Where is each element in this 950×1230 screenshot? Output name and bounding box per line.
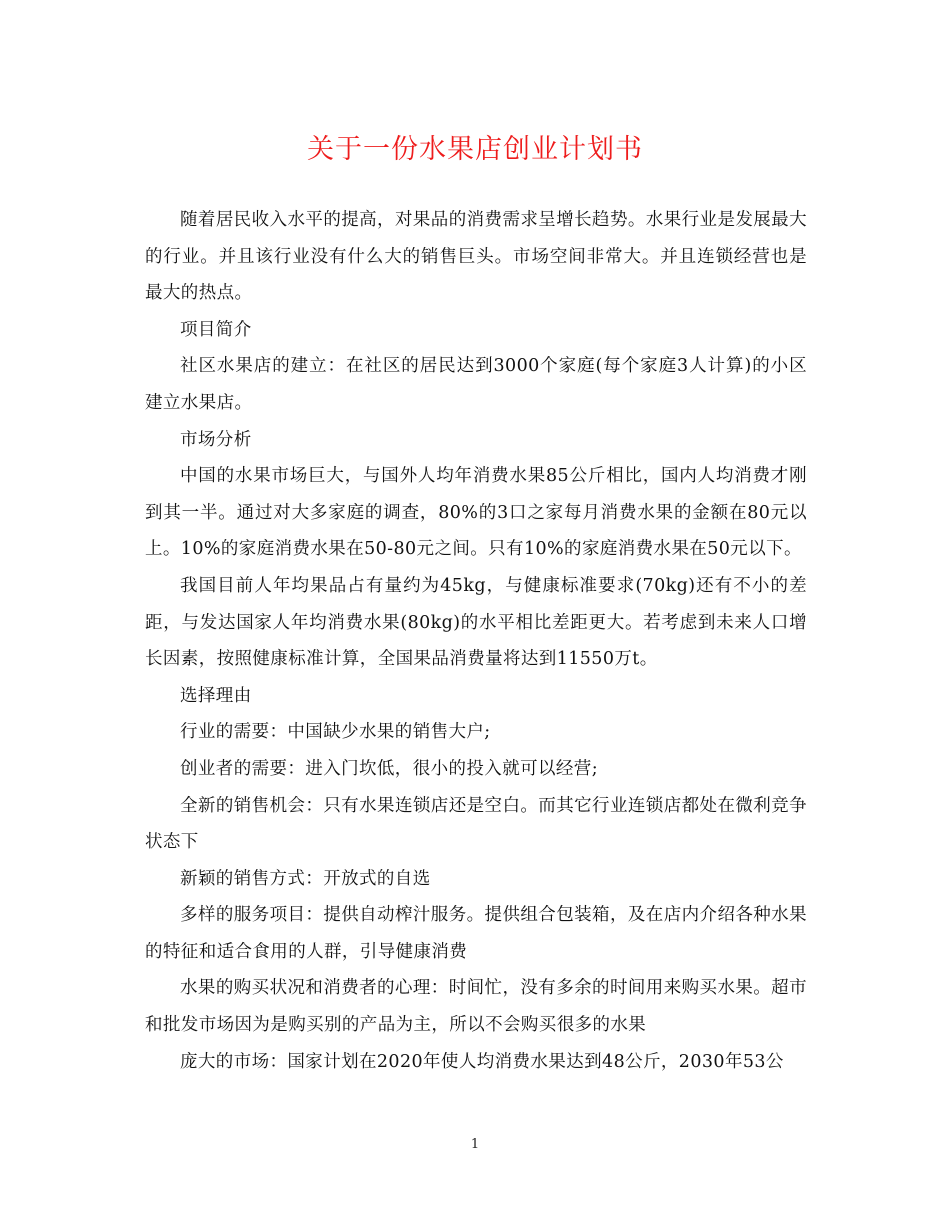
paragraph-huge-market: 庞大的市场：国家计划在2020年使人均消费水果达到48公斤，2030年53公 — [180, 1051, 784, 1072]
paragraph-market-size: 中国的水果市场巨大，与国外人均年消费水果85公斤相比，国内人均消费才刚到其一半。通过对大多家庭的调查，80%的3口之家每月消费水果的金额在80元以上。10%的家庭消费水果在50-80元之间。只有10%的家庭消费水果在50元以下。 — [145, 466, 807, 560]
paragraph-consumption-stats: 我国目前人年均果品占有量约为45kg，与健康标准要求(70kg)还有不小的差距，与发达国家人年均消费水果(80kg)的水平相比差距更大。若考虑到未来人口增长因素，按照健康标准计算，全国果品消费量将达到11550万t。 — [145, 575, 807, 670]
heading-market-analysis: 市场分析 — [180, 429, 252, 450]
paragraph-store-setup: 社区水果店的建立：在社区的居民达到3000个家庭(每个家庭3人计算)的小区建立水果店。 — [145, 356, 807, 413]
document-title: 关于一份水果店创业计划书 — [307, 134, 643, 165]
page-number: 1 — [470, 1137, 480, 1152]
paragraph-sales-method: 新颖的销售方式：开放式的自选 — [180, 868, 431, 889]
paragraph-industry-need: 行业的需要：中国缺少水果的销售大户; — [180, 722, 491, 743]
heading-reasons: 选择理由 — [180, 685, 252, 706]
paragraph-intro: 随着居民收入水平的提高，对果品的消费需求呈增长趋势。水果行业是发展最大的行业。并且该行业没有什么大的销售巨头。市场空间非常大。并且连锁经营也是最大的热点。 — [145, 210, 807, 304]
document-body — [145, 202, 807, 1080]
paragraph-sales-opportunity: 全新的销售机会：只有水果连锁店还是空白。而其它行业连锁店都处在微利竞争状态下 — [145, 795, 807, 853]
paragraph-services: 多样的服务项目：提供自动榨汁服务。提供组合包装箱，及在店内介绍各种水果的特征和适合食用的人群，引导健康消费 — [145, 905, 807, 962]
paragraph-consumer-psychology: 水果的购买状况和消费者的心理：时间忙，没有多余的时间用来购买水果。超市和批发市场因为是购买别的产品为主，所以不会购买很多的水果 — [145, 978, 807, 1036]
heading-project-overview: 项目简介 — [180, 319, 252, 340]
paragraph-entrepreneur-need: 创业者的需要：进入门坎低，很小的投入就可以经营; — [180, 758, 598, 779]
